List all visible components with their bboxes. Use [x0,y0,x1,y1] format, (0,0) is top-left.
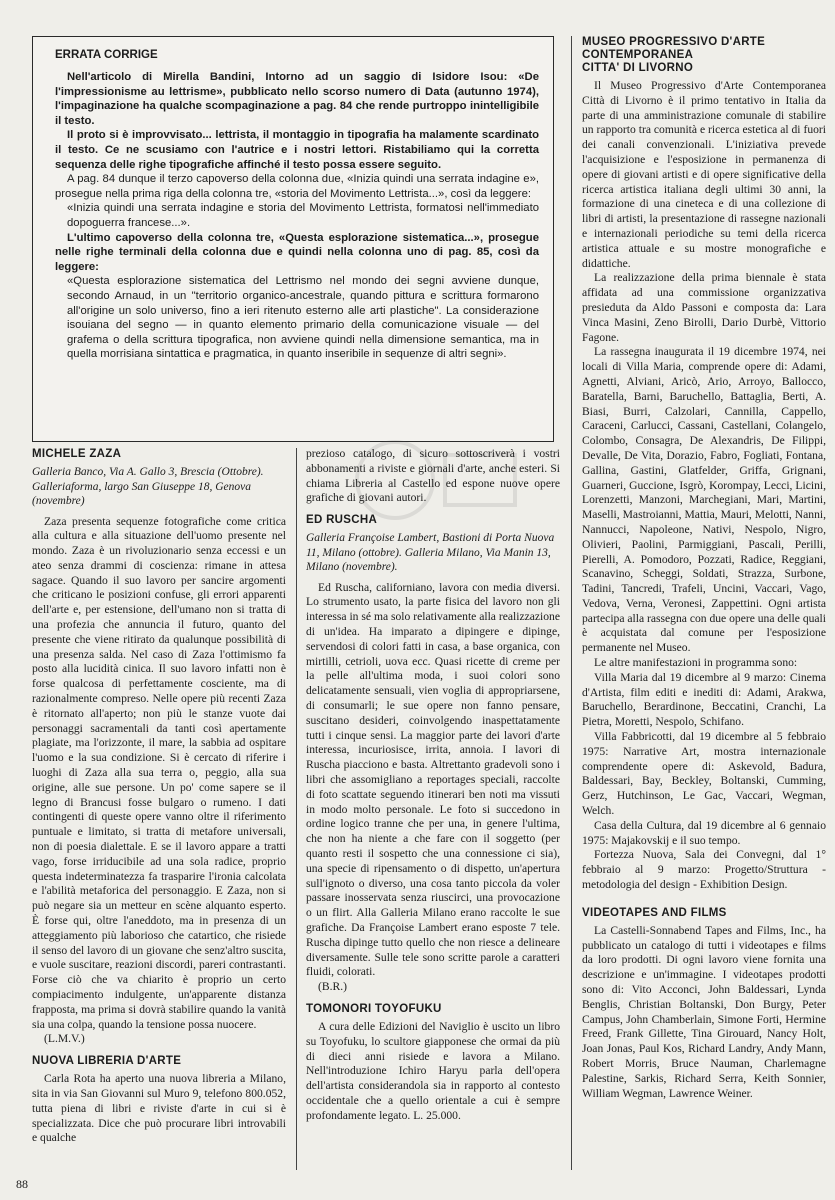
museo-paragraph-5: Villa Maria dal 19 dicembre al 9 marzo: Cinema d'Artista, film editi e inediti di: Adami, Arakwa, Baruchello, Berardinone, Beccatini, Cranchi, La Pietra, Moretti, Nespolo, Schifano. [582,670,826,729]
video-text: La Castelli-Sonnabend Tapes and Films, Inc., ha pubblicato un catalogo di tutti i videotapes e films da loro prodotti. Di ogni lavoro viene fornita una descrizione e un'immagine. I videotapes prodotti sono di: Vito Acconci, John Baldessari, Lynda Benglis, Christian Boltanski, Don Burgy, Peter Campus, John Chamberlain, Simone Forti, Hermine Freed, Frank Gillette, Tina Girouard, Nancy Holt, Joan Jonas, Paul Kos, Richard Landry, Andy Mann, Robert Morris, Bruce Nauman, Charlemagne Palestine, Sarkis, Richard Serra, Keith Sonnier, William Wegman, Lawrence Weiner. [582,923,826,1100]
errata-paragraph-6: «Questa esplorazione sistematica del Lettrismo nel mondo dei segni avviene dunque, secondo Arnaud, in un "territorio organico-ancestrale, quando pittura e scrittura formarono all'origine un solo universo, fino a ieri ritenuto esterno alle arti plastiche". La considerazione isouiana del segno — in quanto elemento primario della comunicazione visuale — del grafema o della scrittura tipografica, non avviene quindi nella dimensione semantica, ma in quella morrisiana sintattica e pragmatica, in quanto inseribile in sequenze di altri segni». [67,275,539,361]
ruscha-venue: Galleria Françoise Lambert, Bastioni di Porta Nuova 11, Milano (ottobre). Galleria Milano, Via Manin 13, Milano (novembre). [306,532,555,574]
column-2 [306,447,560,1170]
museo-paragraph-1: Il Museo Progressivo d'Arte Contemporanea Città di Livorno è il primo tentativo in Italia da parte di una amministrazione comunale di stabilire un rapporto tra comunità e ricerca estetica al di fuori dei canali convenzionali. L'iniziativa prevede l'acquisizione e l'esposizione in permanenza di opere di giovani artisti e di opere significative della ricerca artistica italiana degli ultimi 30 anni, la formazione di una cineteca e di una collezione di libri di artisti, la presentazione di rassegne nazionali e internazionali periodiche su temi della ricerca artistica attuale e su mostre monografiche e didattiche. [582,79,826,270]
page-number: 88 [16,1177,28,1191]
errata-paragraph-1: Nell'articolo di Mirella Bandini, Intorno ad un saggio di Isidore Isou: «De l'impressionisme au lettrisme», pubblicato nello scorso numero di Data (autunno 1974), l'impaginazione ha qualche scompaginazione a pag. 84 che rende purtroppo inintelligibile il testo. [55,71,539,127]
toyofuku-heading: TOMONORI TOYOFUKU [306,1003,442,1015]
column-rule-right [571,36,572,1170]
column-3 [582,36,826,1170]
zaza-text: Zaza presenta sequenze fotografiche come critica alla cultura e alla situazione dell'uomo presente nel mondo. Zaza è un rivoluzionario senza eccessi e un ateo senza drammi di coscienza: rimane in attesa sagace. Quando il suo lavoro per sancire argomenti che criticano le posizioni confuse, gli errori apparenti dell'arte e, per estensione, dell'umano non si tratta di una profezia che annuncia il futuro, quanto del presente che viene ritirato da qualunque possibilità di una presenza salda. Nel caso di Zaza l'ottimismo fa posto alla lucidità cinica. Il suo lavoro infatti non è forse qualcosa di perfettamente cosciente, ma di razionalmente compreso. Nelle opere più recenti Zaza è ritornato all'aperto; non più le stanze vuote dai personaggi sacramentali da tanti così apertamente plagiate, ma l'orizzonte, il mare, la sabbia ad ospitare l'uomo e la sua condizione. Si è cercato di riferire i luoghi di Zaza alla sua terra o, peggio, alla sua origine, alle sue persone. Un po' come sapere se il legno di Brancusi fosse bulgaro o rumeno. I dati contingenti di queste opere vanno oltre il riferimento puntuale e limitato, si tratta di metafore universali, non di poesia dialettale. E se il lavoro appare a tratti vago, forse irriducibile ad una sola radice, proprio questa indeterminatezza fa trasparire l'ironia calcolata e l'abilità metaforica del personaggio. E Zaza, non si può negare sia un metteur en scène alquanto esperto. È forse qui, oltre l'aneddoto, ma in presenza di un atteggiamento più laborioso che catartico, che risiede il senso del lavoro di un giovane che senz'altro suscita, e vuole suscitare, reazioni discordi, pareri contrastanti. Forse ciò che va chiarito è proprio un certo compiacimento indulgente, un'apparente distanza frapposta, ma prima si dovrà stabilire quando la vanità sia una colpa, quando la tensione possa nuocere. [32,514,286,1031]
museo-heading-line-3: CITTA' DI LIVORNO [582,62,694,74]
errata-box [32,36,554,442]
libreria-text: Carla Rota ha aperto una nuova libreria a Milano, sita in via San Giovanni sul Muro 9, telefono 800.052, tutta piena di libri e riviste d'arte in cui si è specializzata. Dice che può procurare libri introvabili e qualche [32,1072,286,1145]
video-heading: VIDEOTAPES AND FILMS [582,906,727,919]
errata-paragraph-3: A pag. 84 dunque il terzo capoverso della colonna due, «Inizia quindi una serrata indagine e», prosegue nella prima riga della colonna tre, «storia del Movimento Lettrista...», così da leggere: [55,173,539,200]
ruscha-signature: (B.R.) [318,980,347,994]
zaza-venue: Galleria Banco, Via A. Gallo 3, Brescia (Ottobre). Galleriaforma, largo San Giuseppe 18, Genova (novembre) [32,466,264,507]
museo-paragraph-4: Le altre manifestazioni in programma sono: [594,656,798,670]
museo-heading-line-1: MUSEO PROGRESSIVO D'ARTE [582,36,766,48]
zaza-heading: MICHELE ZAZA [32,448,122,460]
museo-paragraph-8: Fortezza Nuova, Sala dei Convegni, dal 1° febbraio al 9 marzo: Progetto/Struttura - metodologia del design - Exhibition Design. [582,848,826,892]
errata-paragraph-5: L'ultimo capoverso della colonna tre, «Questa esplorazione sistematica...», prosegue nelle righe terminali della colonna due e quindi nella colonna uno di pag. 85, così da leggere: [55,231,539,273]
toyofuku-text: A cura delle Edizioni del Naviglio è uscito un libro su Toyofuku, lo scultore giapponese che ormai da più di dieci anni risiede e lavora a Milano. Nell'introduzione Ichiro Haryu parla dell'opera dell'artista considerandola sia in rapporto al contesto occidentale che a quello orientale a cui è sempre profondamente legato. L. 25.000. [306,1020,560,1122]
ruscha-heading: ED RUSCHA [306,514,378,527]
museo-paragraph-3: La rassegna inaugurata il 19 dicembre 1974, nei locali di Villa Maria, comprende opere di: Adami, Agnetti, Alviani, Aricò, Ario, Arroyo, Ballocco, Baratella, Barni, Baruchello, Battaglia, Berti, A. Biasi, Burri, Calzolari, Cannilla, Cappello, Caraceni, Carlucci, Cassani, Castellani, Colangelo, Colombo, Consagra, De Alexandris, De Filippi, Devalle, De Vita, Dorazio, Fabro, Fogliati, Fontana, Gallina, Gastini, Glatfelder, Griffa, Grignani, Guarneri, Guccione, Isgrò, Korompay, Lecci, Licini, Lorenzetti, Manzoni, Marchegiani, Mari, Martini, Maselli, Mastroianni, Mattia, Mauri, Melotti, Nanni, Nannucci, Napoleone, Nativi, Nespolo, Nigro, Olivieri, Paolini, Parmiggiani, Pascali, Perilli, Pierelli, A. Pomodoro, Pozzati, Radice, Reggiani, Scanavino, Scheggi, Soldati, Strazza, Surbone, Tadini, Tancredi, Trafeli, Uncini, Vaccari, Vago, Vedova, Verna, Veronesi, Zappettini. Ogni artista partecipa alla rassegna con due opere una delle quali è acquistata dal comune per l'esposizione permanente nel Museo. [582,345,826,655]
errata-title: ERRATA CORRIGE [55,49,158,61]
museo-paragraph-6: Villa Fabbricotti, dal 19 dicembre al 5 febbraio 1975: Narrative Art, mostra internazionale comprendente opere di: Askevold, Badura, Baldessari, Bay, Beckley, Boltanski, Cumming, Gerz, Hutchinson, Le Gac, Vaccari, Wegman, Welch. [582,730,826,818]
libreria-heading: NUOVA LIBRERIA D'ARTE [32,1055,182,1068]
errata-paragraph-2: Il proto si è improvvisato... lettrista, il montaggio in tipografia ha malamente scardinato il testo. Ce ne scusiamo con l'autrice e i nostri lettori. Ristabiliamo qui la corretta sequenza delle righe tipografiche affinché il testo possa essere seguito. [55,129,539,171]
zaza-signature: (L.M.V.) [44,1032,85,1046]
column-rule-left [296,448,297,1170]
ruscha-text: Ed Ruscha, californiano, lavora con media diversi. Lo strumento usato, la parte fisica del lavoro non gli interessa in sé ma solo relativamente alla realizzazione di un'idea. Ha imparato a dipingere e dipinge, servendosi di colori fatti in casa, a base organica, con mirtilli, cetrioli, uova ecc. Quasi ricette di creme per la pelle all'ultima moda, i suoi colori sono delicatamente sensuali, vien voglia di appropriarsene, di consumarli; le sue opere non fanno pensare, suscitano desideri, coinvolgendo inaspettatamente tutti i cinque sensi. La maggior parte dei lavori d'arte interessa, incuriosisce, irrita, annoia. I lavori di Ruscha piacciono e basta. Altrettanto gradevoli sono i libri che assomigliano a reportages speciali, raccolte di foto scattate seguendo itinerari ben noti ma vissuti in modo molto personale. Le foto si succedono in ordine logico tranne che per una, in genere l'ultima, che non ha niente a che fare con il soggetto (per quanto resti il sospetto che una connessione ci sia), una specie di ripensamento o di dispetto, un'apertura sull'ignoto o diverso, una cosa tanto piccola da voler passare inosservata senza riuscirci, una provocazione o un flirt. Alla Galleria Milano erano raccolte le sue grafiche. Da Françoise Lambert erano esposte 7 tele. Ruscha dipinge tutto quello che non riesce a delineare diversamente. Sulle tele sono scritte parole a caratteri fluidi, colorati. [306,580,560,979]
errata-paragraph-4: «Inizia quindi una serrata indagine e storia del Movimento Lettrista, formatosi nell'immediato dopoguerra francese...». [67,202,539,229]
museo-paragraph-7: Casa della Cultura, dal 19 dicembre al 6 gennaio 1975: Majakovskij e il suo tempo. [582,818,826,847]
museo-heading-line-2: CONTEMPORANEA [582,49,694,61]
museo-paragraph-2: La realizzazione della prima biennale è stata affidata ad una commissione organizzativa presieduta da Aldo Passoni e composta da: Lara Vinca Masini, Zeno Birolli, Dario Durbè, Vittorio Fagone. [582,271,826,344]
libreria-text-continued: prezioso catalogo, di sicuro sottoscriverà i vostri abbonamenti a riviste e giornali d'arte, anche esteri. Si chiama Libreria al Castello ed espone nuove opere grafiche di giovani autori. [306,447,560,505]
column-1 [32,448,286,1170]
